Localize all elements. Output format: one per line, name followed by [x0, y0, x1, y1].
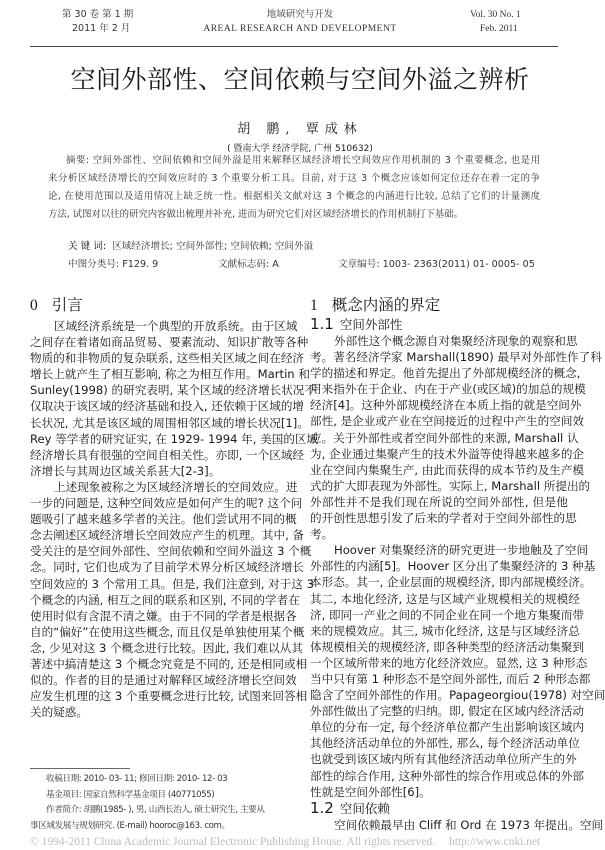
body-text-line: 仅取决于该区域的经济基础和投入, 还依赖于区域的增 [30, 399, 305, 414]
body-text-line: 考。 [310, 527, 334, 542]
subsection-heading [310, 316, 568, 333]
body-text-line: 部性, 是企业或产业在空间接近的过程中产生的空间效 [310, 414, 585, 429]
journal-name [190, 8, 410, 36]
body-text-line: 应发生机理的这 3 个重要概念进行比较, 试图来回答相 [30, 689, 308, 704]
body-text-line: 其二, 本地化经济, 这是与区域产业规模相关的规模经 [310, 591, 580, 606]
body-text-line: 空间效应的 3 个常用工具。但是, 我们注意到, 对于这 3 [30, 576, 315, 591]
left-column-body [30, 318, 319, 720]
body-text-line: 性就是空间外部性[6]。 [310, 784, 431, 799]
journal-name-en: AREAL RESEARCH AND DEVELOPMENT [203, 24, 397, 34]
issue-date: 2011 年 2 月 [72, 23, 131, 34]
body-text-line: 空间依赖最早由 Cliff 和 Ord 在 1973 年提出。空间 [334, 817, 604, 832]
subsection-number: 1.2 [310, 798, 334, 817]
body-text-line: 著述中搞清楚这 3 个概念究竟是不同的, 还是相同或相 [30, 656, 308, 671]
body-text-line: 学的描述和界定。他首先提出了外部规模经济的概念, [310, 366, 581, 381]
body-text-line: Sunley(1998) 的研究表明, 某个区域的经济增长状况不 [30, 383, 316, 398]
keywords [68, 238, 313, 252]
body-text-line: 本形态。其一, 企业层面的规模经济, 即内部规模经济。 [310, 575, 592, 590]
body-text-line: 外部性的内涵[5]。Hoover 区分出了集聚经济的 3 种基 [310, 559, 596, 574]
header-rule [30, 46, 558, 47]
body-text-line: 外部性并不是我们现在所说的空间外部性, 但是他 [310, 494, 568, 509]
article-number: 文章编号: 1003- 2363(2011) 01- 0005- 05 [338, 259, 535, 270]
subsection-number: 1.1 [310, 315, 334, 333]
date-en: Feb. 2011 [480, 24, 518, 34]
body-text-line: Hoover 对集聚经济的研究更进一步地触及了空间 [334, 543, 589, 558]
body-text-line: 受关注的是空间外部性、空间依赖和空间外溢这 3 个概 [30, 544, 312, 559]
section-heading-intro [30, 293, 83, 315]
section-title: 概念内涵的界定 [331, 296, 441, 314]
body-text-line: 济, 即同一产业之间的不同企业在同一个地方集聚而带 [310, 607, 585, 622]
footnote-line: 事区域发展与规划研究. (E-mail) hooroc@163. com。 [30, 820, 230, 831]
body-text-line: 考。著名经济学家 Marshall(1890) 最早对外部性作了科 [310, 350, 602, 365]
abstract-line: 方法, 试图对以往的研究内容做出梳理并补充, 进而为研究它们对区域经济增长的作用机制打下基础。 [48, 209, 464, 220]
body-text-line: 经济增长具有很强的空间自相关性。亦即, 一个区域经 [30, 447, 305, 462]
copyright-text: © 1994-2011 China Academic Journal Electronic Publishing House. All rights reserved. [30, 836, 435, 848]
journal-volume-issue [62, 8, 172, 36]
section-number: 1 [310, 297, 318, 314]
affiliation: ( 暨南大学 经济学院, 广州 510632) [227, 144, 373, 154]
body-text-line: 外部性做出了完整的归纳。即, 假定在区域内经济活动 [310, 704, 585, 719]
volume-issue: 第 30 卷 第 1 期 [62, 9, 134, 20]
body-text-line: 业在空间内集聚生产, 由此而获得的成本节约及生产模 [310, 462, 585, 477]
body-text-line: 隐含了空间外部性的作用。Papageorgiou(1978) 对空间 [310, 688, 605, 703]
body-text-line: 部性的综合作用, 这种外部性的综合作用或总体的外部 [310, 768, 585, 783]
body-text-line: Rey 等学者的研究证实, 在 1929- 1994 年, 美国的区域 [30, 431, 319, 446]
body-text-line: 之间存在着诸如商品贸易、要素流动、知识扩散等各种 [30, 335, 309, 350]
body-text-line: 念。同时, 它们也成为了目前学术界分析区域经济增长 [30, 560, 305, 575]
body-text-line: 济增长与其周边区域关系甚大[2-3]。 [30, 463, 221, 478]
body-text-line: 念, 少见对这 3 个概念进行比较。因此, 我们难以从其 [30, 640, 303, 655]
body-text-line: 体规模相关的规模经济, 即各种类型的经济活动集聚到 [310, 639, 585, 654]
abstract-line: 论, 在使用范围以及适用情况上缺乏统一性。根据相关文献对这 3 个概念的内涵进行比较, 总结了它们的计量测度 [48, 191, 540, 202]
body-text-line: 区域经济系统是一个典型的开放系统。由于区域 [54, 319, 298, 333]
right-column-body [310, 315, 605, 833]
footnotes [30, 772, 298, 834]
body-text-line: 使用时似有含混不清之嫌。由于不同的学者是根据各 [30, 608, 297, 623]
body-text-line: 增长上就产生了相互影响, 称之为相互作用。Martin 和 [30, 367, 310, 382]
authors: 胡 鹏, 覃成林 [237, 122, 363, 137]
body-text-line: 念去阐述区域经济增长空间效应产生的机理。其中, 备 [30, 528, 305, 543]
abstract [48, 152, 540, 224]
document-code: 文献标志码: A [218, 259, 279, 270]
abstract-line: 摘要: 空间外部性、空间依赖和空间外溢是用来解释区域经济增长空间效应作用机制的 3 个重要概念, 也是用 [66, 155, 540, 166]
footnote-line: 作者简介: 胡鹏(1985- ), 男, 山西长治人, 硕士研究生, 主要从 [46, 805, 265, 815]
body-text-line: 长状况, 尤其是该区域的周围相邻区域的增长状况[1]。 [30, 415, 309, 430]
section-heading-1 [310, 293, 440, 315]
body-text-line: 似的。作者的目的是通过对解释区域经济增长空间效 [30, 673, 297, 688]
body-text-line: 上述现象被称之为区域经济增长的空间效应。进 [54, 479, 298, 494]
footnote-rule [30, 768, 130, 769]
subsection-heading [310, 800, 568, 817]
paper-title: 空间外部性、空间依赖与空间外溢之辨析 [70, 65, 530, 94]
body-text-line: 当中只有第 1 种形态不是空间外部性, 而后 2 种形态都 [310, 671, 591, 686]
clc-number: 中图分类号: F129. 9 [68, 259, 159, 270]
body-text-line: 应。关于外部性或者空间外部性的来源, Marshall 认 [310, 430, 579, 445]
keywords-label: 关 键 词: [68, 241, 107, 252]
subsection-title: 空间外部性 [339, 317, 403, 332]
body-text-line: 自的“偏好”在使用这些概念, 而且仅是单独使用某个概 [30, 624, 305, 639]
body-text-line: 物质的和非物质的复杂联系, 这些相关区域之间在经济 [30, 351, 305, 366]
body-text-line: 为, 企业通过集聚产生的技术外溢等使得越来越多的企 [310, 446, 585, 461]
footnote-line: 基金项目: 国家自然科学基金项目 (40771055) [46, 789, 215, 800]
body-text-line: 来的规模效应。其三, 城市化经济, 这是与区域经济总 [310, 623, 580, 638]
body-text-line: 其他经济活动单位的外部性, 那么, 每个经济活动单位 [310, 736, 580, 751]
body-text-line: 一个区域所带来的地方化经济效应。显然, 这 3 种形态 [310, 655, 588, 670]
journal-name-cn: 地域研究与开发 [266, 9, 334, 20]
body-text-line: 外部性这个概念源自对集聚经济现象的观察和思 [334, 334, 578, 348]
footnote-line: 收稿日期: 2010- 03- 11; 修回日期: 2010- 12- 03 [46, 774, 228, 784]
abstract-line: 来分析区域经济增长的空间效应时的 3 个重要分析工具。目前, 对于这 3 个概念应该如何定位还存在着一定的争 [48, 173, 540, 184]
body-text-line: 用来指外在于企业、内在于产业(或区域)的加总的规模 [310, 382, 586, 397]
body-text-line: 关的疑惑。 [30, 705, 88, 720]
keywords-value: 区域经济增长; 空间外部性; 空间依赖; 空间外溢 [112, 241, 314, 252]
copyright-watermark [30, 836, 600, 849]
body-text-line: 式的扩大即表现为外部性。实际上, Marshall 所提出的 [310, 478, 591, 493]
section-title: 引言 [51, 296, 83, 314]
cnki-url: http://www.cnki.net [449, 836, 541, 848]
body-text-line: 也就受到该区域内所有其他经济活动单位所产生的外 [310, 752, 577, 767]
body-text-line: 经济[4]。这种外部规模经济在本质上指的就是空间外 [310, 398, 582, 413]
volume-en: Vol. 30 No. 1 [470, 10, 521, 20]
body-text-line: 个概念的内涵, 相互之间的联系和区别, 不同的学者在 [30, 592, 300, 607]
section-number: 0 [30, 297, 38, 314]
journal-volume-en [470, 8, 560, 36]
body-text-line: 的开创性思想引发了后来的学者对于空间外部性的思 [310, 511, 577, 526]
body-text-line: 一步的问题是, 这种空间效应是如何产生的呢? 这个问 [30, 496, 303, 511]
body-text-line: 单位的分布一定, 每个经济单位都产生出影响该区域内 [310, 720, 585, 735]
subsection-title: 空间依赖 [339, 800, 390, 816]
body-text-line: 题吸引了越来越多学者的关注。他们尝试用不同的概 [30, 512, 297, 527]
